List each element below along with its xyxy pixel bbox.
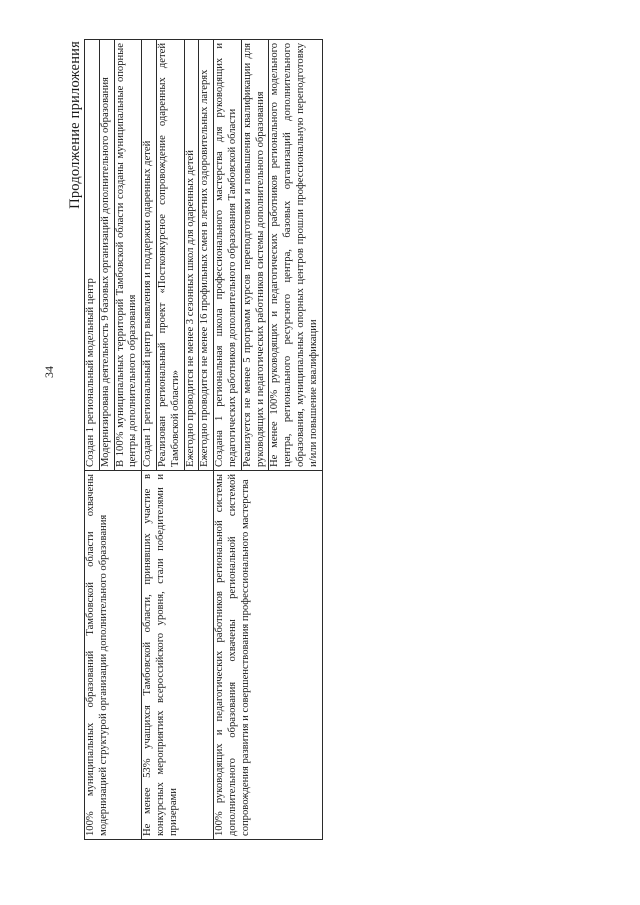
rotated-page-content xyxy=(66,40,434,840)
table-row xyxy=(142,40,157,840)
goal-cell: 100% муниципальных образований Тамбовской области охвачены модернизацией структурой организации дополнительного образования xyxy=(85,471,142,840)
table-row xyxy=(214,40,242,840)
result-cell: Реализован региональный проект «Постконкурсное сопровождение одаренных детей Тамбовской области» xyxy=(156,40,184,471)
result-cell: Ежегодно проводится не менее 16 профильных смен в летних оздоровительных лагерях xyxy=(199,40,214,471)
table-row xyxy=(85,40,100,840)
goal-cell: Не менее 53% учащихся Тамбовской области, принявших участие в конкурсных мероприятиях всероссийского уровня, стали победителями и призерами xyxy=(142,471,214,840)
result-cell: В 100% муниципальных территорий Тамбовской области созданы муниципальные опорные центры дополнительного образования xyxy=(114,40,142,471)
page-number: 34 xyxy=(42,366,56,378)
result-cell: Создан 1 региональный модельный центр xyxy=(85,40,100,471)
continuation-label: Продолжение приложения xyxy=(67,41,83,209)
result-cell: Создана 1 региональная школа профессионального мастерства для руководящих и педагогических работников дополнительного образования Тамбовской области xyxy=(214,40,242,471)
result-cell: Реализуется не менее 5 программ курсов переподготовки и повышения квалификации для руководящих и педагогических работников системы дополнительного образования xyxy=(241,40,269,471)
result-cell: Модернизирована деятельность 9 базовых организаций дополнительного образования xyxy=(99,40,114,471)
result-cell: Создан 1 региональный центр выявления и поддержки одаренных детей xyxy=(142,40,157,471)
goal-cell: 100% руководящих и педагогических работников региональной системы дополнительного образования охвачены региональной системой сопровождения развития и совершенствования профессионального мастерства xyxy=(214,471,322,840)
results-table xyxy=(84,39,323,840)
result-cell: Ежегодно проводится не менее 3 сезонных школ для одаренных детей xyxy=(184,40,199,471)
result-cell: Не менее 100% руководящих и педагогических работников регионального модельного центра, регионального ресурсного центра, базовых организаций дополнительного образования, муниципальных опорных центров прошли профессиональную переподготовку и/или повышение квалификации xyxy=(269,40,322,471)
